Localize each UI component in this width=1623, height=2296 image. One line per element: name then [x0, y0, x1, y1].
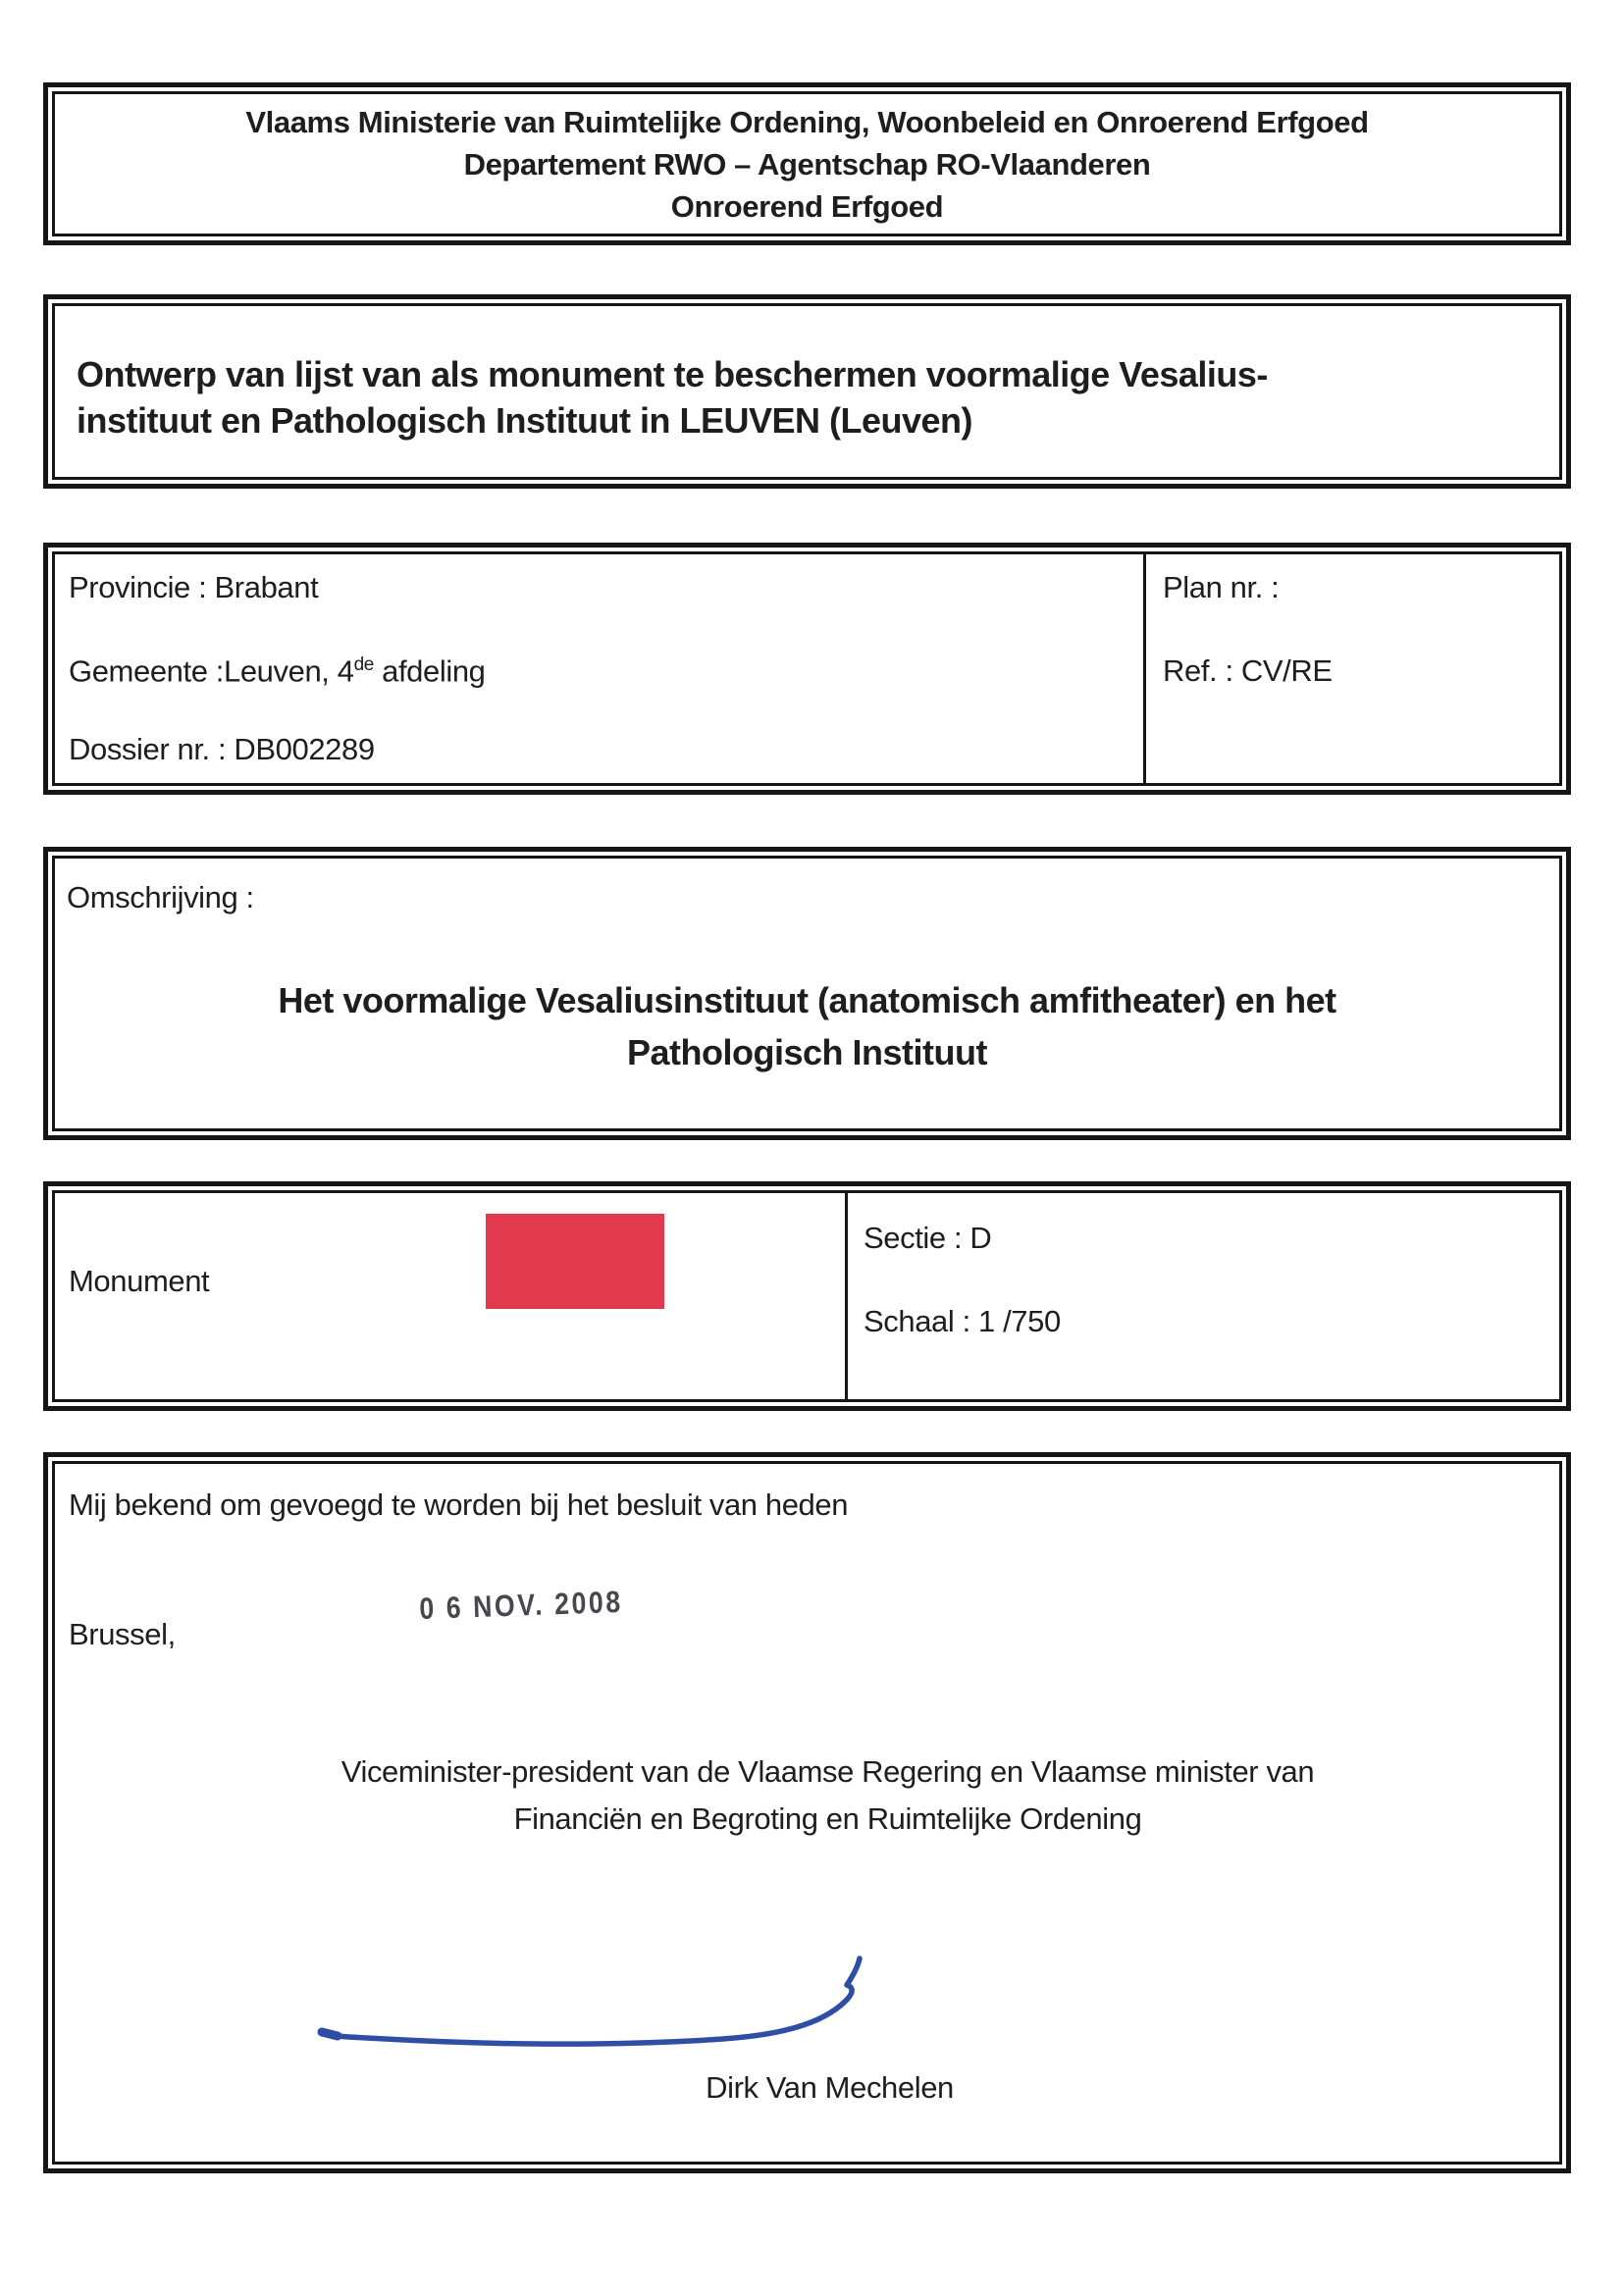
date-stamp: 0 6 NOV. 2008 — [418, 1584, 624, 1627]
place-label: Brussel, — [69, 1617, 176, 1651]
municipality-suffix: afdeling — [373, 653, 486, 689]
object-title-line-2: Pathologisch Instituut — [627, 1032, 987, 1072]
plan-number-field: Plan nr. : — [1163, 570, 1280, 604]
signature-icon — [316, 1955, 895, 2053]
dossier-number-field: Dossier nr. : DB002289 — [69, 731, 375, 766]
legend-left-cell — [55, 1193, 848, 1399]
signature-stroke — [322, 1958, 860, 2044]
monument-color-swatch — [486, 1214, 664, 1309]
attestation-statement: Mij bekend om gevoegd te worden bij het besluit van heden — [69, 1487, 849, 1522]
agency-name: Onroerend Erfgoed — [670, 188, 944, 224]
legend-box — [43, 1181, 1571, 1411]
dossier-info-box — [43, 543, 1571, 795]
municipality-superscript: de — [353, 654, 374, 676]
minister-title-line-2: Financiën en Begroting en Ruimtelijke Ordening — [513, 1801, 1142, 1836]
signature-pen-start — [322, 2032, 338, 2036]
protected-object-title — [55, 974, 1559, 1078]
object-title-line-1: Het voormalige Vesaliusinstituut (anatomisch amfitheater) en het — [278, 980, 1336, 1020]
municipality-field — [69, 648, 1143, 689]
section-field: Sectie : D — [864, 1221, 992, 1255]
monument-label: Monument — [69, 1264, 210, 1298]
dossier-info-right-cell — [1146, 554, 1559, 783]
municipality-text: Gemeente :Leuven, 4 — [69, 653, 354, 689]
attestation-box — [43, 1452, 1571, 2173]
minister-title-block — [55, 1748, 1559, 1843]
description-box — [43, 847, 1571, 1140]
reference-field: Ref. : CV/RE — [1163, 653, 1333, 688]
minister-title-line-1: Viceminister-president van de Vlaamse Regering en Vlaamse minister van — [340, 1754, 1315, 1789]
signer-name: Dirk Van Mechelen — [706, 2070, 954, 2105]
ministry-name: Vlaams Ministerie van Ruimtelijke Ordening, Woonbeleid en Onroerend Erfgoed — [245, 104, 1369, 139]
description-label: Omschrijving : — [67, 880, 254, 914]
decree-title-box — [43, 294, 1571, 489]
scale-field: Schaal : 1 /750 — [864, 1304, 1061, 1338]
ministry-header-box — [43, 82, 1571, 245]
dossier-info-left-cell — [55, 554, 1146, 783]
decree-title-line-1: Ontwerp van lijst van als monument te beschermen voormalige Vesalius- — [77, 354, 1268, 394]
decree-title-line-2: instituut en Pathologisch Instituut in LEUVEN (Leuven) — [77, 400, 972, 441]
legend-right-cell — [848, 1193, 1559, 1399]
province-field: Provincie : Brabant — [69, 570, 319, 604]
department-name: Departement RWO – Agentschap RO-Vlaanderen — [463, 146, 1151, 182]
